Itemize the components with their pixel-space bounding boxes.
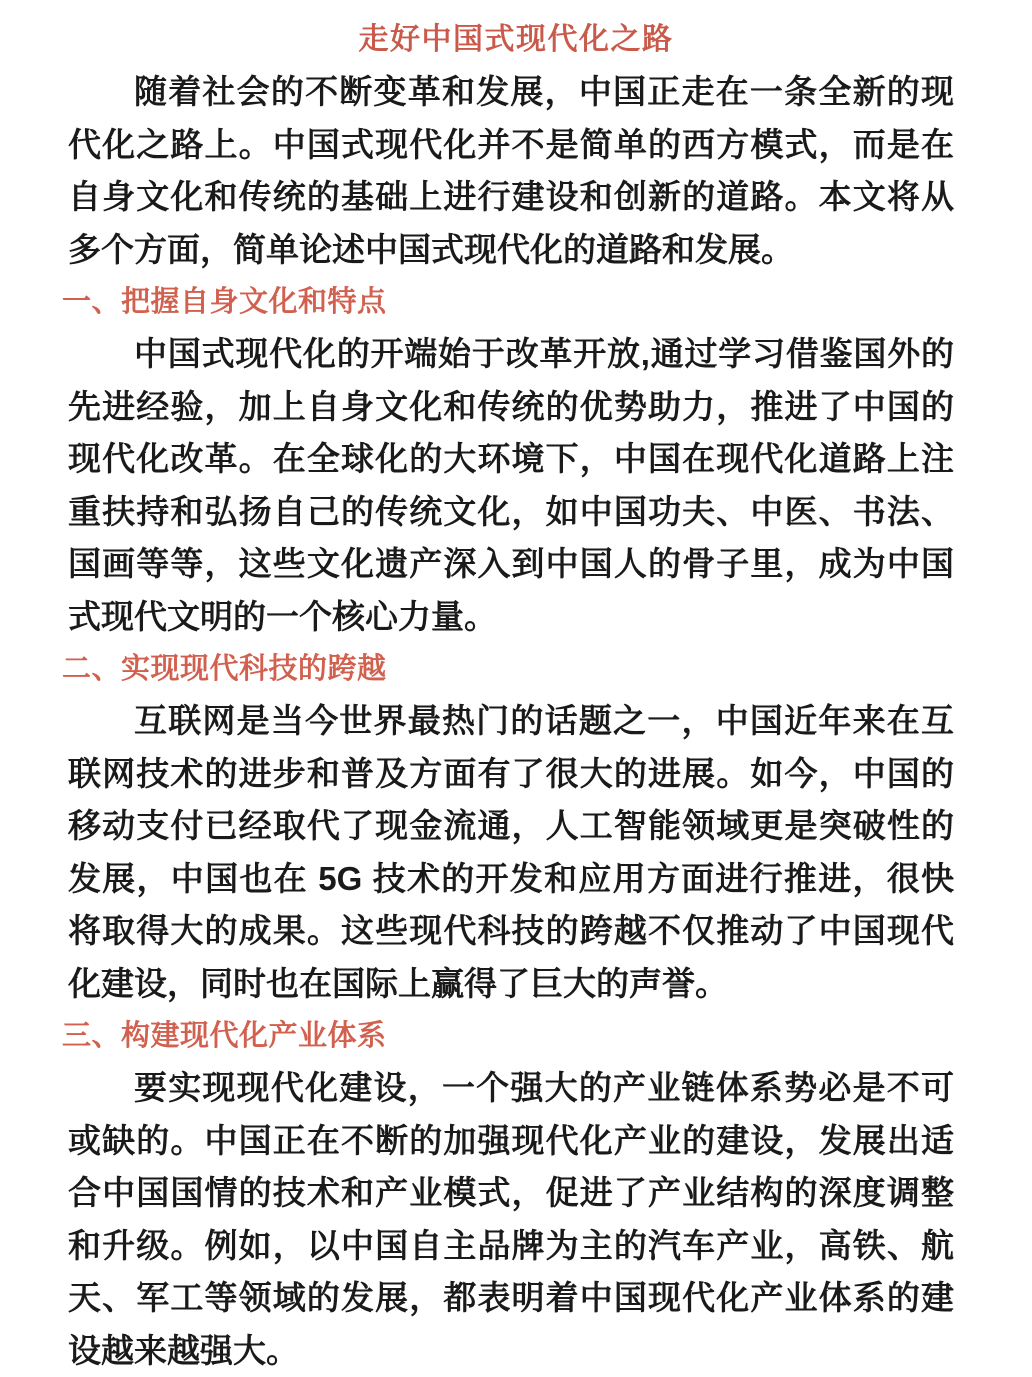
section-2: [62, 643, 960, 1010]
section-body-2: 互联网是当今世界最热门的话题之一，中国近年来在互联网技术的进步和普及方面有了很大的进展。如今，中国的移动支付已经取代了现金流通，人工智能领域更是突破性的发展，中国也在 5G 技术的开发和应用方面进行推进，很快将取得大的成果。这些现代科技的跨越不仅推动了中国现代化建设，同时也在国际上赢得了巨大的声誉。: [68, 702, 954, 1002]
section-heading-3: 三、构建现代化产业体系: [62, 1020, 387, 1052]
document-body: [0, 66, 1032, 1377]
page-title: 走好中国式现代化之路: [358, 23, 674, 56]
section-heading-2: 二、实现现代科技的跨越: [62, 653, 387, 685]
section-body-3: 要实现现代化建设，一个强大的产业链体系势必是不可或缺的。中国正在不断的加强现代化产业的建设，发展出适合中国国情的技术和产业模式，促进了产业结构的深度调整和升级。例如，以中国自主品牌为主的汽车产业，高铁、航天、军工等领域的发展，都表明着中国现代化产业体系的建设越来越强大。: [68, 1069, 954, 1369]
document-page: [0, 14, 1032, 1369]
section-heading-1: 一、把握自身文化和特点: [62, 286, 387, 318]
section-body-1: 中国式现代化的开端始于改革开放,通过学习借鉴国外的先进经验，加上自身文化和传统的优势助力，推进了中国的现代化改革。在全球化的大环境下，中国在现代化道路上注重扶持和弘扬自己的传统文化，如中国功夫、中医、书法、国画等等，这些文化遗产深入到中国人的骨子里，成为中国式现代文明的一个核心力量。: [68, 335, 954, 635]
intro-paragraph: 随着社会的不断变革和发展，中国正走在一条全新的现代化之路上。中国式现代化并不是简单的西方模式，而是在自身文化和传统的基础上进行建设和创新的道路。本文将从多个方面，简单论述中国式现代化的道路和发展。: [68, 73, 954, 268]
section-1: [62, 276, 960, 643]
section-3: [62, 1010, 960, 1377]
